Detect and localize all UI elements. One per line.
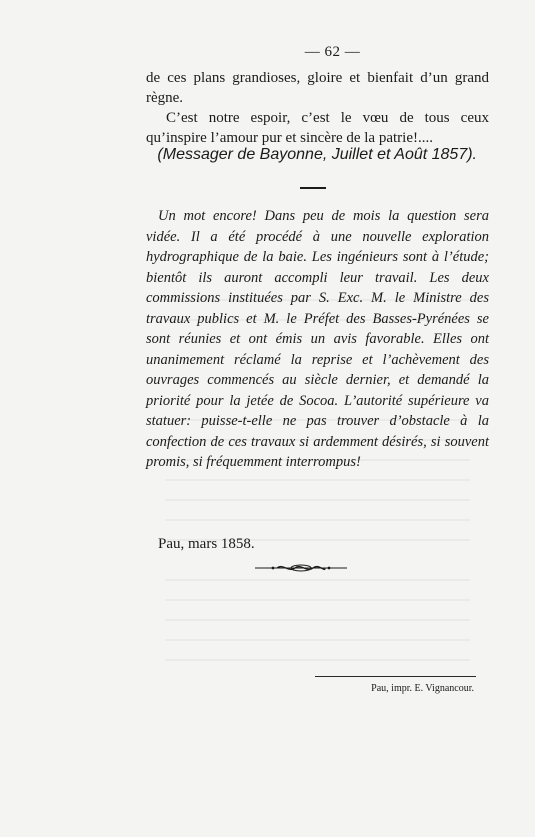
section-separator <box>300 187 326 189</box>
paragraph-continuation: de ces plans grandioses, gloire et bienfait d’un grand règne. <box>146 70 489 106</box>
postscript-note <box>146 206 489 473</box>
page-number: — 62 — <box>304 44 361 60</box>
ornamental-divider <box>255 562 347 574</box>
imprint-rule <box>315 676 476 677</box>
postscript-paragraph: Un mot encore! Dans peu de mois la question sera vidée. Il a été procédé à une nouvelle exploration hydrographique de la baie. Les ingénieurs sont à l’étude; bientôt ils auront accompli leur travail. Les deux commissions instituées par S. Exc. M. le Ministre des travaux publics et M. le Préfet des Basses-Pyrénées se sont réunies et ont émis un avis favorable. Elles ont unanimement réclamé la reprise et l’achèvement des ouvrages commencés au siècle dernier, et demandé la priorité pour la jetée de Socoa. L’autorité supérieure va statuer: puisse-t-elle ne pas trouver d’obstacle à la confection de ces travaux si ardemment désirés, si souvent promis, si fréquemment interrompus! <box>146 208 489 470</box>
date-line: Pau, mars 1858. <box>158 536 255 552</box>
printer-imprint: Pau, impr. E. Vignancour. <box>371 683 474 694</box>
paragraph-hope: C’est notre espoir, c’est le vœu de tous ceux qu’inspire l’amour pur et sincère de la patrie!.... <box>146 110 489 146</box>
closing-paragraphs <box>146 68 489 148</box>
source-citation: (Messager de Bayonne, Juillet et Août 1857). <box>157 146 477 163</box>
